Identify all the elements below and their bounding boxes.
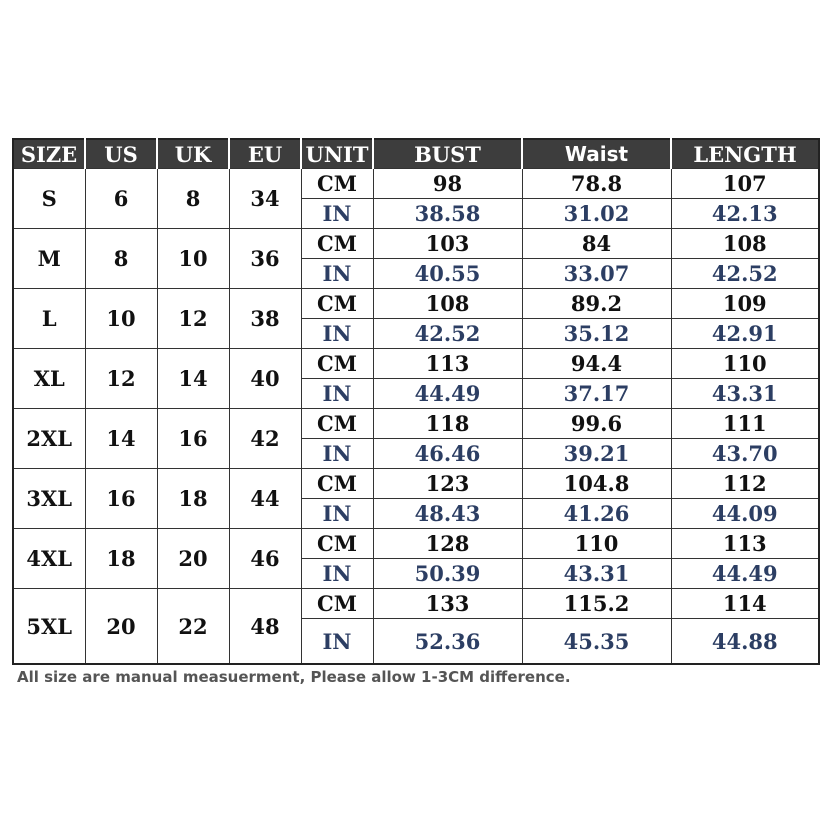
- table-row-cm: [13, 289, 819, 319]
- bust-cell: 42.52: [373, 319, 522, 349]
- bust-cell: 103: [373, 229, 522, 259]
- waist-cell: 37.17: [522, 379, 671, 409]
- unit-cell: IN: [301, 199, 373, 229]
- length-cell: 42.91: [671, 319, 819, 349]
- unit-cell: IN: [301, 319, 373, 349]
- eu-cell: 42: [229, 409, 301, 469]
- length-cell: 42.52: [671, 259, 819, 289]
- waist-cell: 104.8: [522, 469, 671, 499]
- header-size: SIZE: [13, 139, 85, 169]
- unit-cell: CM: [301, 409, 373, 439]
- unit-cell: IN: [301, 499, 373, 529]
- size-chart-table: [12, 138, 820, 665]
- waist-cell: 31.02: [522, 199, 671, 229]
- eu-cell: 44: [229, 469, 301, 529]
- bust-cell: 108: [373, 289, 522, 319]
- size-cell: S: [13, 169, 85, 229]
- bust-cell: 52.36: [373, 619, 522, 665]
- waist-cell: 78.8: [522, 169, 671, 199]
- us-cell: 20: [85, 589, 157, 665]
- unit-cell: CM: [301, 349, 373, 379]
- header-eu: EU: [229, 139, 301, 169]
- bust-cell: 98: [373, 169, 522, 199]
- us-cell: 14: [85, 409, 157, 469]
- bust-cell: 128: [373, 529, 522, 559]
- eu-cell: 46: [229, 529, 301, 589]
- uk-cell: 8: [157, 169, 229, 229]
- unit-cell: IN: [301, 259, 373, 289]
- waist-cell: 115.2: [522, 589, 671, 619]
- size-cell: 5XL: [13, 589, 85, 665]
- waist-cell: 45.35: [522, 619, 671, 665]
- length-cell: 109: [671, 289, 819, 319]
- table-row-cm: [13, 169, 819, 199]
- eu-cell: 34: [229, 169, 301, 229]
- bust-cell: 113: [373, 349, 522, 379]
- uk-cell: 18: [157, 469, 229, 529]
- bust-cell: 38.58: [373, 199, 522, 229]
- eu-cell: 36: [229, 229, 301, 289]
- waist-cell: 110: [522, 529, 671, 559]
- table-row-cm: [13, 409, 819, 439]
- length-cell: 43.31: [671, 379, 819, 409]
- unit-cell: CM: [301, 529, 373, 559]
- size-cell: 4XL: [13, 529, 85, 589]
- waist-cell: 43.31: [522, 559, 671, 589]
- header-waist: Waist: [522, 139, 671, 169]
- length-cell: 113: [671, 529, 819, 559]
- bust-cell: 133: [373, 589, 522, 619]
- unit-cell: IN: [301, 559, 373, 589]
- bust-cell: 50.39: [373, 559, 522, 589]
- length-cell: 44.88: [671, 619, 819, 665]
- unit-cell: IN: [301, 439, 373, 469]
- bust-cell: 46.46: [373, 439, 522, 469]
- size-cell: 3XL: [13, 469, 85, 529]
- bust-cell: 118: [373, 409, 522, 439]
- uk-cell: 22: [157, 589, 229, 665]
- us-cell: 10: [85, 289, 157, 349]
- unit-cell: IN: [301, 619, 373, 665]
- length-cell: 42.13: [671, 199, 819, 229]
- waist-cell: 99.6: [522, 409, 671, 439]
- length-cell: 43.70: [671, 439, 819, 469]
- unit-cell: CM: [301, 289, 373, 319]
- unit-cell: IN: [301, 379, 373, 409]
- length-cell: 44.49: [671, 559, 819, 589]
- length-cell: 107: [671, 169, 819, 199]
- eu-cell: 40: [229, 349, 301, 409]
- waist-cell: 33.07: [522, 259, 671, 289]
- length-cell: 112: [671, 469, 819, 499]
- length-cell: 108: [671, 229, 819, 259]
- waist-cell: 41.26: [522, 499, 671, 529]
- size-chart-body: [13, 169, 819, 665]
- unit-cell: CM: [301, 169, 373, 199]
- header-row: [13, 139, 819, 169]
- header-length: LENGTH: [671, 139, 819, 169]
- unit-cell: CM: [301, 469, 373, 499]
- table-row-cm: [13, 589, 819, 619]
- measurement-footnote: All size are manual measuerment, Please allow 1-3CM difference.: [17, 668, 571, 686]
- bust-cell: 123: [373, 469, 522, 499]
- waist-cell: 35.12: [522, 319, 671, 349]
- unit-cell: CM: [301, 229, 373, 259]
- waist-cell: 84: [522, 229, 671, 259]
- uk-cell: 12: [157, 289, 229, 349]
- length-cell: 110: [671, 349, 819, 379]
- uk-cell: 20: [157, 529, 229, 589]
- waist-cell: 89.2: [522, 289, 671, 319]
- uk-cell: 14: [157, 349, 229, 409]
- table-row-cm: [13, 349, 819, 379]
- header-uk: UK: [157, 139, 229, 169]
- us-cell: 6: [85, 169, 157, 229]
- table-row-cm: [13, 229, 819, 259]
- us-cell: 8: [85, 229, 157, 289]
- size-cell: L: [13, 289, 85, 349]
- bust-cell: 48.43: [373, 499, 522, 529]
- waist-cell: 94.4: [522, 349, 671, 379]
- table-row-cm: [13, 529, 819, 559]
- uk-cell: 10: [157, 229, 229, 289]
- size-cell: 2XL: [13, 409, 85, 469]
- size-cell: M: [13, 229, 85, 289]
- eu-cell: 48: [229, 589, 301, 665]
- length-cell: 111: [671, 409, 819, 439]
- header-unit: UNIT: [301, 139, 373, 169]
- header-bust: BUST: [373, 139, 522, 169]
- length-cell: 44.09: [671, 499, 819, 529]
- length-cell: 114: [671, 589, 819, 619]
- eu-cell: 38: [229, 289, 301, 349]
- uk-cell: 16: [157, 409, 229, 469]
- table-row-cm: [13, 469, 819, 499]
- bust-cell: 44.49: [373, 379, 522, 409]
- us-cell: 18: [85, 529, 157, 589]
- size-cell: XL: [13, 349, 85, 409]
- waist-cell: 39.21: [522, 439, 671, 469]
- unit-cell: CM: [301, 589, 373, 619]
- header-us: US: [85, 139, 157, 169]
- us-cell: 12: [85, 349, 157, 409]
- bust-cell: 40.55: [373, 259, 522, 289]
- us-cell: 16: [85, 469, 157, 529]
